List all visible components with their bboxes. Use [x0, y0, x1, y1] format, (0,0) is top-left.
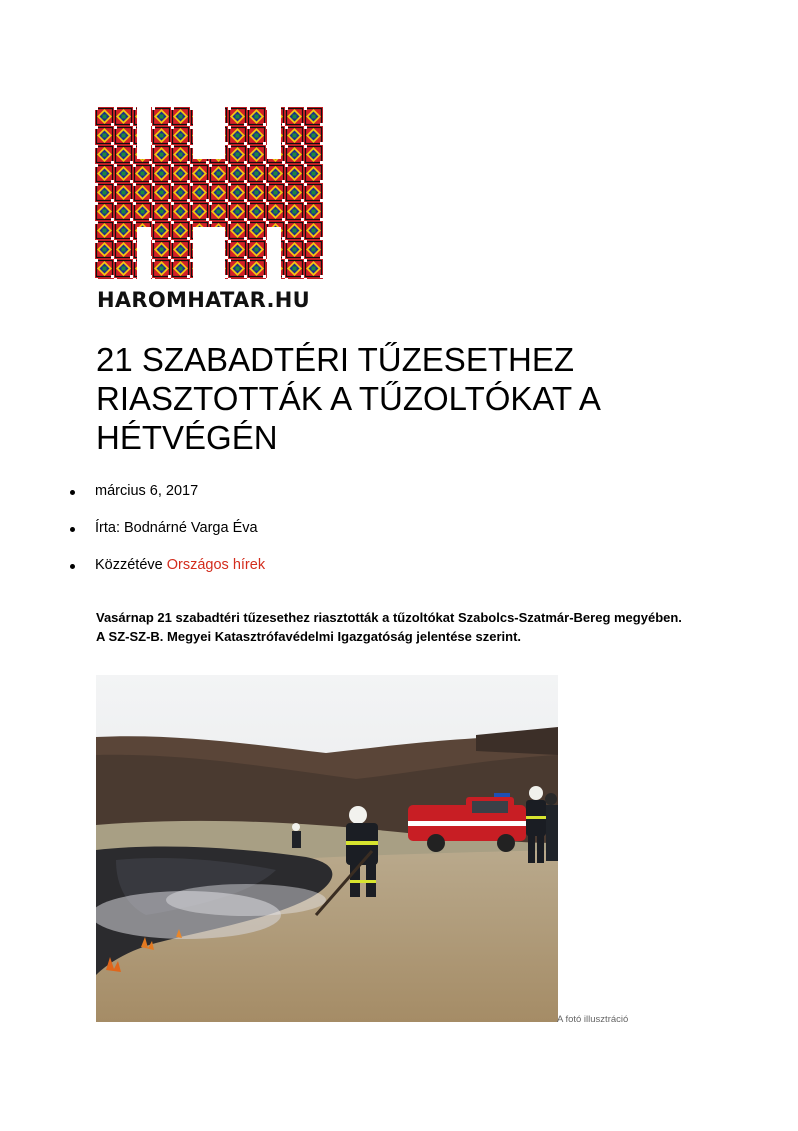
article-photo	[96, 675, 558, 1022]
firefighter-distant	[292, 823, 301, 848]
article-title: 21 SZABADTÉRI TŰZESETHEZ RIASZTOTTÁK A TŰZOLTÓKAT A HÉTVÉGÉN	[96, 341, 600, 456]
category-prefix: Közzétéve	[95, 557, 167, 573]
article-date	[70, 480, 265, 517]
site-logo[interactable]	[95, 107, 323, 279]
article-category	[70, 554, 265, 591]
article-author	[70, 517, 265, 554]
author-text: Írta: Bodnárné Varga Éva	[95, 520, 258, 536]
date-text: március 6, 2017	[95, 483, 199, 499]
article-meta-list	[70, 480, 265, 591]
photo-caption: A fotó illusztráció	[557, 1014, 629, 1025]
logo-text: HAROMHATAR.HU	[97, 288, 310, 312]
category-link[interactable]: Országos hírek	[166, 557, 266, 573]
article-lead: Vasárnap 21 szabadtéri tűzesethez riasztották a tűzoltókat Szabolcs-Szatmár-Bereg megyében. A SZ-SZ-B. Megyei Katasztrófavédelmi Igazgatóság jelentése szerint.	[96, 610, 682, 644]
